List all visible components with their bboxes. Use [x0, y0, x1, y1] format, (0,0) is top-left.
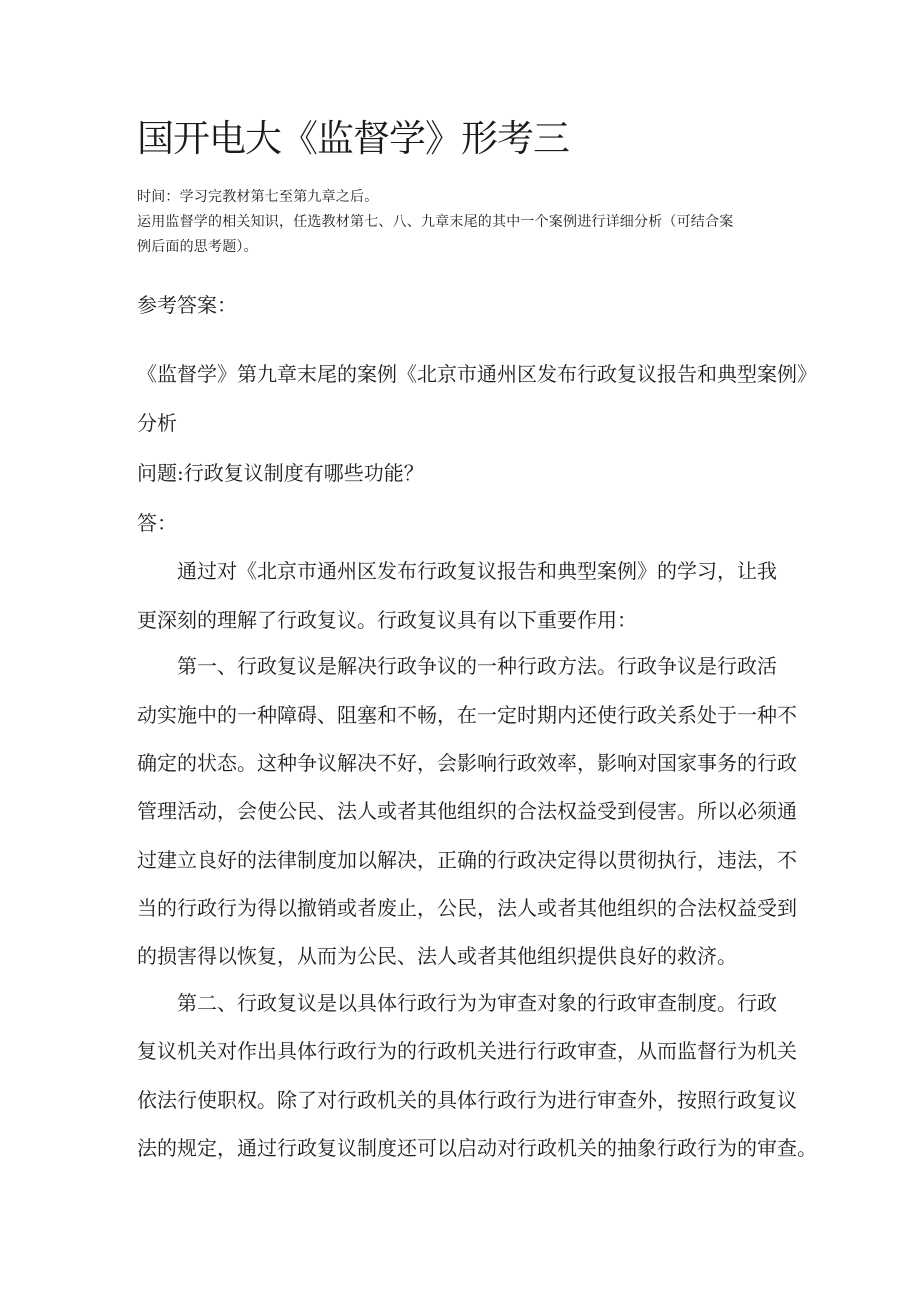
answer-label: 答：	[137, 511, 177, 535]
task-description-line-cont: 例后面的思考题）。	[137, 239, 258, 255]
body-paragraph-line: 当的行政行为得以撤销或者废止，公民，法人或者其他组织的合法权益受到	[137, 896, 797, 920]
body-paragraph-line: 第一、行政复议是解决行政争议的一种行政方法。行政争议是行政活	[177, 654, 777, 678]
body-paragraph-line: 依法行使职权。除了对行政机关的具体行政行为进行审查外，按照行政复议	[137, 1088, 797, 1112]
question-line: 问题:行政复议制度有哪些功能？	[137, 461, 424, 485]
answer-heading: 参考答案：	[137, 293, 237, 317]
case-title-line-cont: 分析	[137, 411, 177, 435]
body-paragraph-line: 更深刻的理解了行政复议。行政复议具有以下重要作用：	[137, 608, 637, 632]
body-paragraph-line: 过建立良好的法律制度加以解决，正确的行政决定得以贯彻执行，违法，不	[137, 848, 797, 872]
document-title: 国开电大《监督学》形考三	[137, 117, 569, 160]
task-description-line: 运用监督学的相关知识，任选教材第七、八、九章末尾的其中一个案例进行详细分析（可结合案	[137, 214, 734, 230]
body-paragraph-line: 第二、行政复议是以具体行政行为为审查对象的行政审查制度。行政	[177, 991, 777, 1015]
body-paragraph-line: 复议机关对作出具体行政行为的行政机关进行行政审查，从而监督行为机关	[137, 1039, 797, 1063]
body-paragraph-line: 确定的状态。这种争议解决不好，会影响行政效率，影响对国家事务的行政	[137, 751, 797, 775]
case-title-line: 《监督学》第九章末尾的案例《北京市通州区发布行政复议报告和典型案例》	[137, 362, 817, 386]
body-paragraph-line: 通过对《北京市通州区发布行政复议报告和典型案例》的学习，让我	[177, 559, 777, 583]
body-paragraph-line: 管理活动，会使公民、法人或者其他组织的合法权益受到侵害。所以必须通	[137, 799, 797, 823]
body-paragraph-line: 动实施中的一种障碍、阻塞和不畅，在一定时期内还使行政关系处于一种不	[137, 703, 797, 727]
body-paragraph-line: 法的规定，通过行政复议制度还可以启动对行政机关的抽象行政行为的审查。	[137, 1136, 817, 1160]
task-time-line: 时间：学习完教材第七至第九章之后。	[137, 189, 379, 205]
body-paragraph-line: 的损害得以恢复，从而为公民、法人或者其他组织提供良好的救济。	[137, 944, 737, 968]
